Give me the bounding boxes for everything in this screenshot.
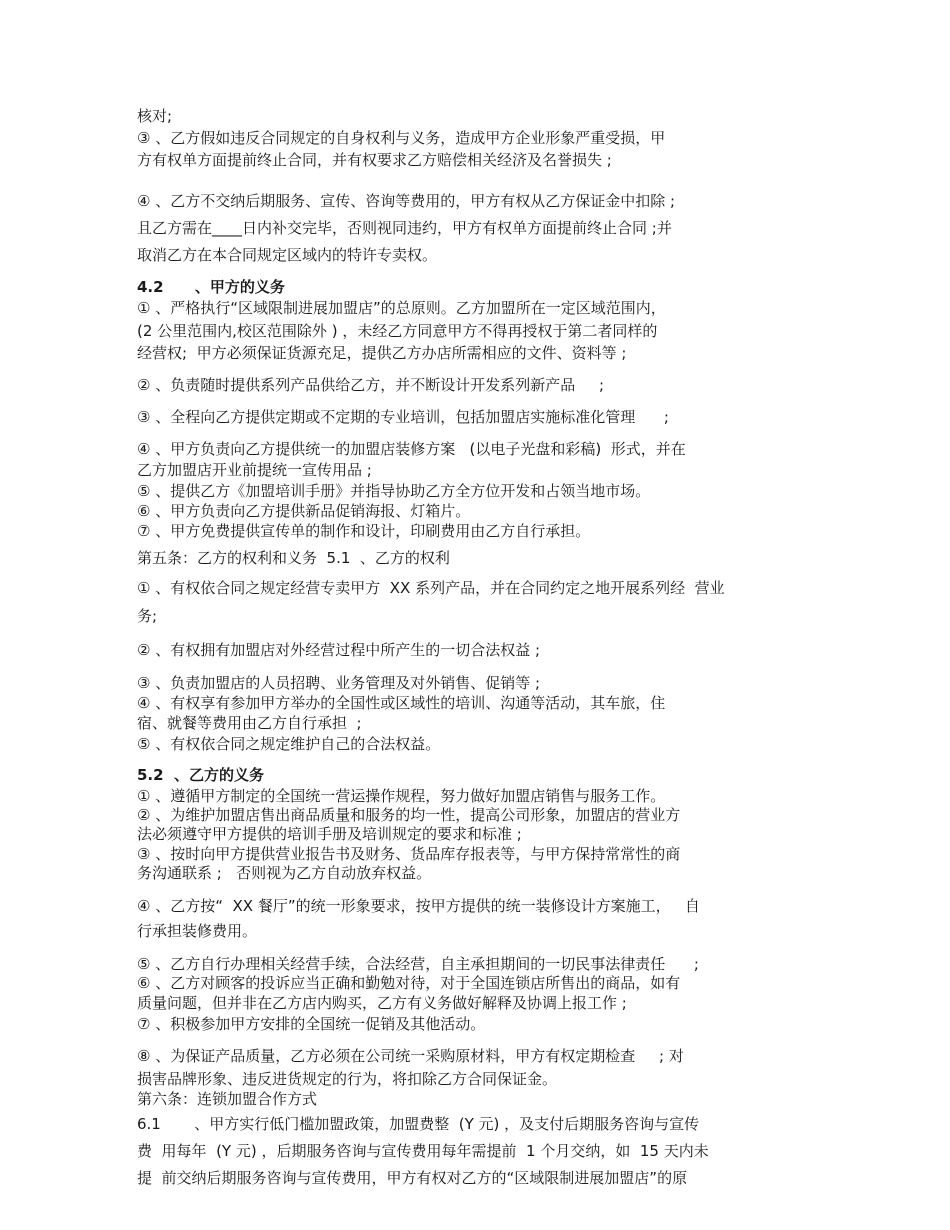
text-line: ④ 、有权享有参加甲方举办的全国性或区域性的培训、沟通等活动，其车旅，住 (137, 694, 666, 712)
text-line: ④ 、乙方按“ XX 餐厅”的统一形象要求，按甲方提供的统一装修设计方案施工， 自 (137, 897, 700, 915)
text-line: 乙方加盟店开业前提统一宣传用品 ; (137, 461, 372, 479)
text-line: ⑦ 、积极参加甲方安排的全国统一促销及其他活动。 (137, 1015, 486, 1033)
text-line: ⑥ 、甲方负责向乙方提供新品促销海报、灯箱片。 (137, 502, 471, 520)
text-line: 损害品牌形象、违反进货规定的行为，将扣除乙方合同保证金。 (137, 1070, 558, 1088)
text-line: 法必须遵守甲方提供的培训手册及培训规定的要求和标准 ; (137, 825, 522, 843)
text-line: 6.1 、甲方实行低门槛加盟政策，加盟费整 (Y 元) ，及支付后期服务咨询与宣传 (137, 1115, 700, 1133)
text-line: ③ 、负责加盟店的人员招聘、业务管理及对外销售、促销等 ; (137, 674, 541, 692)
text-line: ① 、有权依合同之规定经营专卖甲方 XX 系列产品，并在合同约定之地开展系列经 营业 (137, 579, 725, 597)
section-heading: 4.2 、甲方的义务 (137, 278, 285, 296)
text-line: ③ 、全程向乙方提供定期或不定期的专业培训，包括加盟店实施标准化管理 ; (137, 408, 669, 426)
text-line: 务沟通联系 ; 否则视为乙方自动放弃权益。 (137, 864, 432, 882)
text-line: ⑥ 、乙方对顾客的投诉应当正确和勤勉对待，对于全国连锁店所售出的商品，如有 (137, 974, 681, 992)
text-line: ② 、负责随时提供系列产品供给乙方，并不断设计开发系列新产品 ; (137, 376, 605, 394)
text-line: ② 、为维护加盟店售出商品质量和服务的均一性，提高公司形象，加盟店的营业方 (137, 806, 681, 824)
text-line: ④ 、甲方负责向乙方提供统一的加盟店装修方案 (以电子光盘和彩稿) 形式，并在 (137, 440, 686, 458)
text-line: ⑧ 、为保证产品质量，乙方必须在公司统一采购原材料，甲方有权定期检查 ; 对 (137, 1047, 684, 1065)
text-line: ⑤ 、乙方自行办理相关经营手续，合法经营，自主承担期间的一切民事法律责任 ; (137, 955, 699, 973)
section-heading: 5.2 、乙方的义务 (137, 766, 265, 784)
text-line: 费 用每年 (Y 元) ，后期服务咨询与宣传费用每年需提前 1 个月交纳，如 15 天内未 (137, 1142, 709, 1160)
text-line: 质量问题，但并非在乙方店内购买，乙方有义务做好解释及协调上报工作 ; (137, 994, 627, 1012)
text-line: 经营权; 甲方必须保证货源充足，提供乙方办店所需相应的文件、资料等 ; (137, 344, 627, 362)
text-line: ② 、有权拥有加盟店对外经营过程中所产生的一切合法权益 ; (137, 641, 541, 659)
text-line: ⑤ 、有权依合同之规定维护自己的合法权益。 (137, 735, 441, 753)
text-line: 宿、就餐等费用由乙方自行承担 ; (137, 714, 362, 732)
text-line: ⑦ 、甲方免费提供宣传单的制作和设计，印刷费用由乙方自行承担。 (137, 522, 591, 540)
section-heading: 第五条：乙方的权利和义务 5.1 、乙方的权利 (137, 549, 450, 567)
text-line: ③ 、按时向甲方提供营业报告书及财务、货品库存报表等，与甲方保持常常性的商 (137, 845, 681, 863)
text-line: ④ 、乙方不交纳后期服务、宣传、咨询等费用的，甲方有权从乙方保证金中扣除 ; (137, 192, 676, 210)
text-line: ① 、遵循甲方制定的全国统一营运操作规程，努力做好加盟店销售与服务工作。 (137, 787, 666, 805)
section-heading: 第六条：连锁加盟合作方式 (137, 1090, 318, 1108)
text-line: ① 、严格执行“区域限制进展加盟店”的总原则。乙方加盟所在一定区域范围内， (137, 299, 666, 317)
text-line: 取消乙方在本合同规定区域内的特许专卖权。 (137, 246, 438, 264)
text-line: 提 前交纳后期服务咨询与宣传费用，甲方有权对乙方的“区域限制进展加盟店”的原 (137, 1169, 688, 1187)
text-line: 行承担装修费用。 (137, 922, 258, 940)
text-line: 核对; (137, 107, 173, 125)
text-line: 且乙方需在____日内补交完毕，否则视同违约，甲方有权单方面提前终止合同 ;并 (137, 219, 672, 237)
text-line: (2 公里范围内,校区范围除外 ) ，未经乙方同意甲方不得再授权于第二者同样的 (137, 322, 658, 340)
text-line: ③ 、乙方假如违反合同规定的自身权利与义务，造成甲方企业形象严重受损，甲 (137, 129, 666, 147)
text-line: 务; (137, 607, 158, 625)
text-line: 方有权单方面提前终止合同，并有权要求乙方赔偿相关经济及名誉损失 ; (137, 151, 612, 169)
text-line: ⑤ 、提供乙方《加盟培训手册》并指导协助乙方全方位开发和占领当地市场。 (137, 482, 651, 500)
